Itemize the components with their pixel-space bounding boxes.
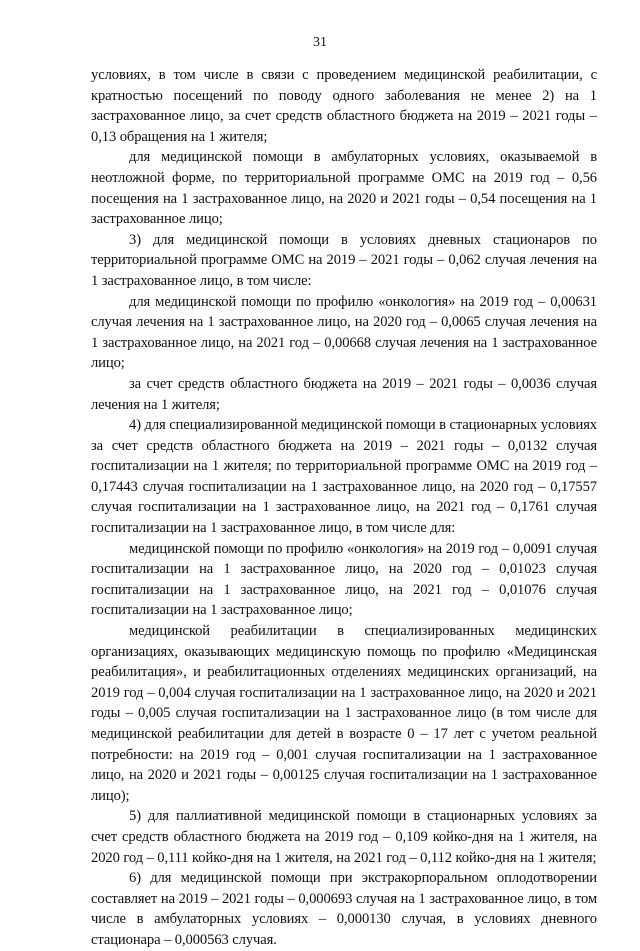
document-body xyxy=(91,65,597,951)
paragraph-day-hospital-regional-budget: за счет средств областного бюджета на 2019 – 2021 годы – 0,0036 случая лечения на 1 жителя; xyxy=(91,375,597,413)
paragraph-inpatient-oncology: медицинской помощи по профилю «онкология» на 2019 год – 0,0091 случая госпитализации на 1 застрахованное лицо, на 2020 год – 0,01023 случая госпитализации на 1 застрахованное лицо, на 2021 год – 0,01076 случая госпитализации на 1 застрахованное лицо; xyxy=(91,540,597,619)
paragraph-continuation: условиях, в том числе в связи с проведением медицинской реабилитации, с кратностью посещений по поводу одного заболевания не менее 2) на 1 застрахованное лицо, за счет средств областного бюджета на 2019 – 2021 годы – 0,13 обращения на 1 жителя; xyxy=(91,67,597,145)
paragraph-ivf: 6) для медицинской помощи при экстракорпоральном оплодотворении составляет на 2019 – 2021 годы – 0,000693 случая на 1 застрахованное лицо, в том числе в амбулаторных условиях – 0,000130 случая, в условиях дневного стационара – 0,000563 случая. xyxy=(91,870,597,948)
page-number: 31 xyxy=(313,35,327,50)
paragraph-medical-rehabilitation: медицинской реабилитации в специализированных медицинских организациях, оказывающих медицинскую помощь по профилю «Медицинская реабилитация», и реабилитационных отделениях медицинских организаций, на 2019 год – 0,004 случая госпитализации на 1 застрахованное лицо, на 2020 и 2021 годы – 0,005 случая госпитализации на 1 застрахованное лицо (в том числе для медицинской реабилитации для детей в возрасте 0 – 17 лет с учетом реальной потребности: на 2019 год – 0,001 случая госпитализации на 1 застрахованное лицо, на 2020 и 2021 годы – 0,00125 случая госпитализации на 1 застрахованное лицо); xyxy=(91,623,597,804)
paragraph-day-hospital-oncology: для медицинской помощи по профилю «онкология» на 2019 год – 0,00631 случая лечения на 1 застрахованное лицо, на 2020 год – 0,0065 случая лечения на 1 застрахованное лицо, на 2021 год – 0,00668 случая лечения на 1 застрахованное лицо; xyxy=(91,293,597,372)
paragraph-emergency-ambulatory: для медицинской помощи в амбулаторных условиях, оказываемой в неотложной форме, по территориальной программе ОМС на 2019 год – 0,56 посещения на 1 застрахованное лицо, на 2020 и 2021 годы – 0,54 посещения на 1 застрахованное лицо; xyxy=(91,149,597,228)
paragraph-specialized-inpatient: 4) для специализированной медицинской помощи в стационарных условиях за счет средств областного бюджета на 2019 – 2021 годы – 0,0132 случая госпитализации на 1 жителя; по территориальной программе ОМС на 2019 год – 0,17443 случая госпитализации на 1 застрахованное лицо, на 2020 год – 0,17557 случая госпитализации на 1 застрахованное лицо, на 2021 год – 0,1761 случая госпитализации на 1 застрахованное лицо, в том числе для: xyxy=(91,417,597,537)
paragraph-palliative-care: 5) для паллиативной медицинской помощи в стационарных условиях за счет средств областного бюджета на 2019 год – 0,109 койко-дня на 1 жителя, на 2020 год – 0,111 койко-дня на 1 жителя, на 2021 год – 0,112 койко-дня на 1 жителя; xyxy=(91,808,597,866)
paragraph-day-hospital: 3) для медицинской помощи в условиях дневных стационаров по территориальной программе ОМС на 2019 – 2021 годы – 0,062 случая лечения на 1 застрахованное лицо, в том числе: xyxy=(91,231,597,289)
